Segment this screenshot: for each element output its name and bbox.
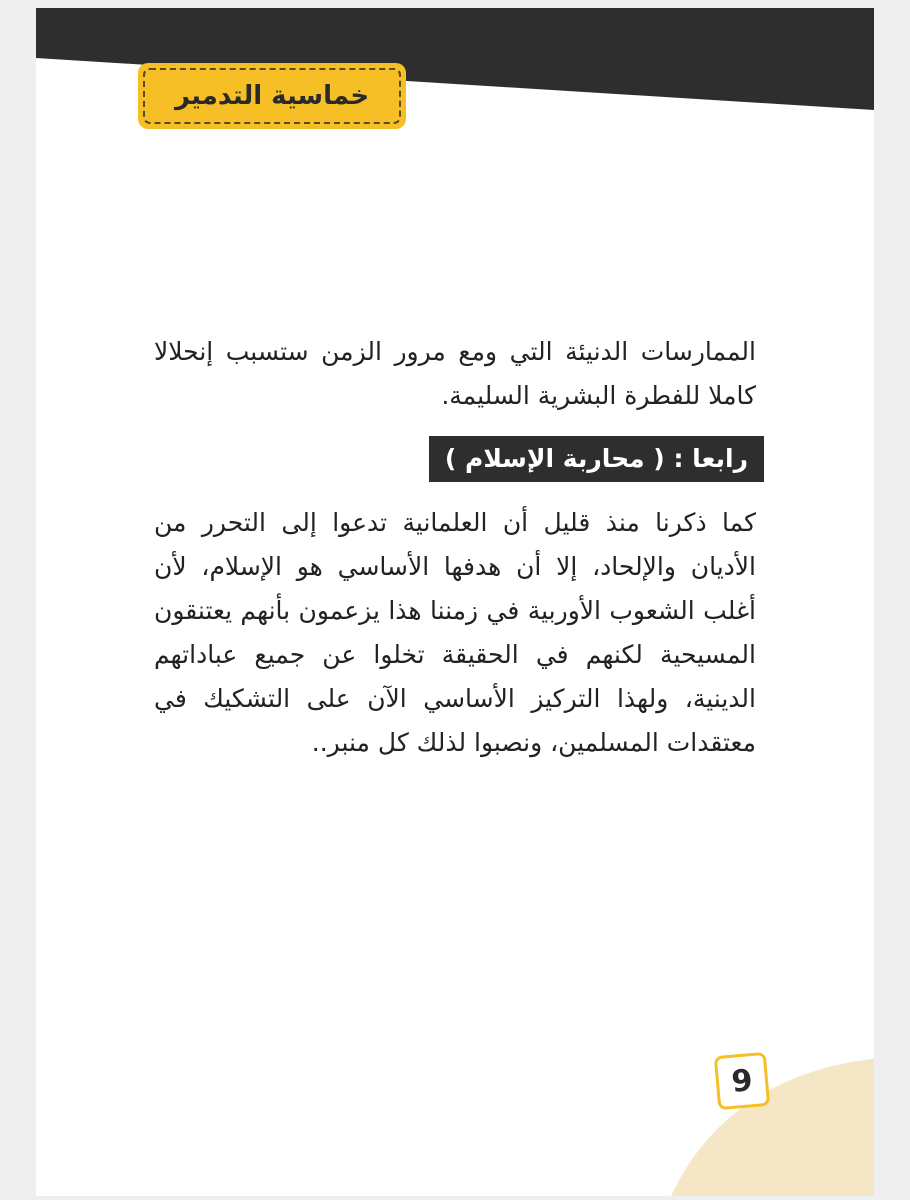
section-heading: رابعا : ( محاربة الإسلام ) xyxy=(429,436,764,482)
chapter-title: خماسية التدمير xyxy=(174,81,370,111)
page-number: 9 xyxy=(714,1052,771,1110)
corner-decoration-shape xyxy=(662,1058,874,1196)
chapter-title-badge xyxy=(138,63,406,129)
document-page xyxy=(36,8,874,1196)
paragraph-2: كما ذكرنا منذ قليل أن العلمانية تدعوا إلى التحرر من الأديان والإلحاد، إلا أن هدفها الأساسي هو الإسلام، لأن أغلب الشعوب الأوربية في زمننا هذا يزعمون بأنهم يعتنقون المسيحية لكنهم في الحقيقة تخلوا عن جميع عباداتهم الدينية، ولهذا التركيز الأساسي الآن على التشكيك في معتقدات المسلمين، ونصبوا لذلك كل منبر.. xyxy=(154,508,756,757)
paragraph-1: الممارسات الدنيئة التي ومع مرور الزمن ستسبب إنحلالا كاملا للفطرة البشرية السليمة. xyxy=(154,337,756,410)
